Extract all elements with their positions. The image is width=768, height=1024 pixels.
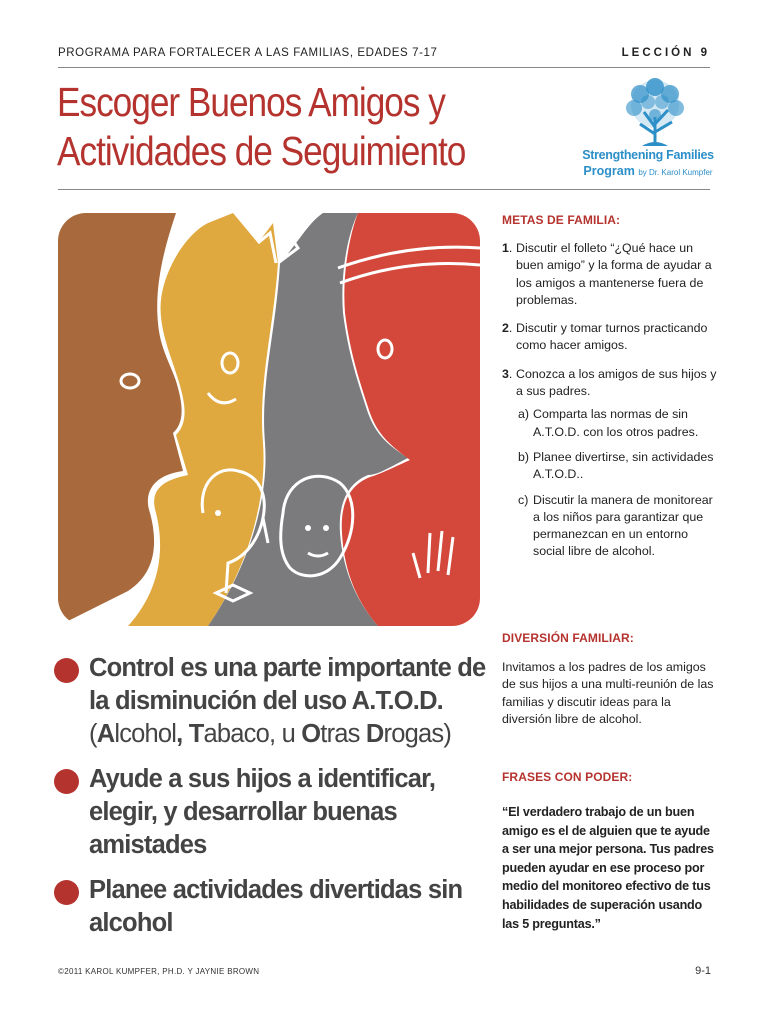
bullet-main-text: Control es una parte importante de la disminución del uso A.T.O.D.: [89, 654, 486, 715]
subitem-text: Planee divertirse, sin actividades A.T.O.D..: [533, 449, 714, 482]
bullet-list: [54, 652, 494, 952]
bullet-item: [54, 652, 494, 751]
bullet-text: Planee actividades divertidas sin alcohol: [89, 876, 463, 937]
logo-program: Program: [583, 164, 635, 178]
logo-byline: by Dr. Karol Kumpfer: [638, 168, 713, 177]
goal-subitem: [502, 406, 722, 441]
goal-number: 1 .: [502, 240, 516, 309]
goal-text: Discutir y tomar turnos practicando como hacer amigos.: [516, 321, 708, 353]
subitem-letter: b): [518, 449, 530, 464]
fun-text: Invitamos a los padres de los amigos de sus hijos a una multi-reunión de las familias y discutir ideas para la diversión libre de alcohol.: [502, 660, 714, 726]
copyright: ©2011 KAROL KUMPFER, PH.D. Y JAYNIE BROWN: [58, 967, 260, 976]
atod-expansion: (Alcohol, Tabaco, u Otras Drogas): [89, 720, 452, 748]
subitem-letter: c): [518, 492, 529, 507]
friends-illustration: [58, 213, 480, 626]
goal-text: Conozca a los amigos de sus hijos y a sus padres.: [516, 366, 717, 399]
logo-title: Strengthening Families: [582, 148, 714, 162]
power-quote: “El verdadero trabajo de un buen amigo es el de alguien que te ayude a ser una mejor persona. Tus padres pueden ayudar en ese proceso por medio del monitoreo efectivo de tus habilidades de superación usando las 5 preguntas.”: [502, 805, 714, 931]
bullet-text: [89, 652, 494, 751]
goal-item: [502, 240, 722, 309]
goal-text: Discutir el folleto “¿Qué hace un buen amigo” y la forma de ayudar a los amigos a mantenerse fuera de problemas.: [516, 241, 712, 307]
goal-subitem: [502, 449, 722, 484]
subitem-text: Discutir la manera de monitorear a los niños para garantizar que permanezcan en un entorno social libre de alcohol.: [533, 492, 713, 559]
lesson-label: LECCIÓN 9: [621, 47, 710, 59]
goals-heading: METAS DE FAMILIA:: [502, 213, 621, 227]
header-rule: [58, 67, 710, 68]
bullet-dot-icon: [54, 658, 79, 683]
bullet-item: [54, 874, 494, 940]
bullet-dot-icon: [54, 880, 79, 905]
goal-number: 3 .: [502, 366, 516, 401]
goal-subitem: [502, 492, 722, 561]
subitem-text: Comparta las normas de sin A.T.O.D. con los otros padres.: [533, 407, 699, 439]
title-line-2: Actividades de Seguimiento: [57, 128, 466, 174]
page-number: 9-1: [695, 965, 711, 977]
program-header: PROGRAMA PARA FORTALECER A LAS FAMILIAS, EDADES 7-17: [58, 47, 438, 59]
title-rule: [58, 189, 710, 190]
subitem-letter: a): [518, 407, 530, 422]
page-title: [57, 78, 465, 176]
power-heading: FRASES CON PODER:: [502, 770, 633, 784]
bullet-text: Ayude a sus hijos a identificar, elegir, y desarrollar buenas amistades: [89, 765, 436, 859]
goal-item: [502, 320, 722, 355]
bullet-item: [54, 763, 494, 862]
title-line-1: Escoger Buenos Amigos y: [57, 79, 445, 125]
bullet-dot-icon: [54, 769, 79, 794]
logo-subtitle: [568, 164, 728, 178]
goal-item: [502, 366, 722, 401]
fun-heading: DIVERSIÓN FAMILIAR:: [502, 631, 634, 645]
goal-number: 2 .: [502, 320, 516, 355]
goals-list: [502, 240, 722, 569]
